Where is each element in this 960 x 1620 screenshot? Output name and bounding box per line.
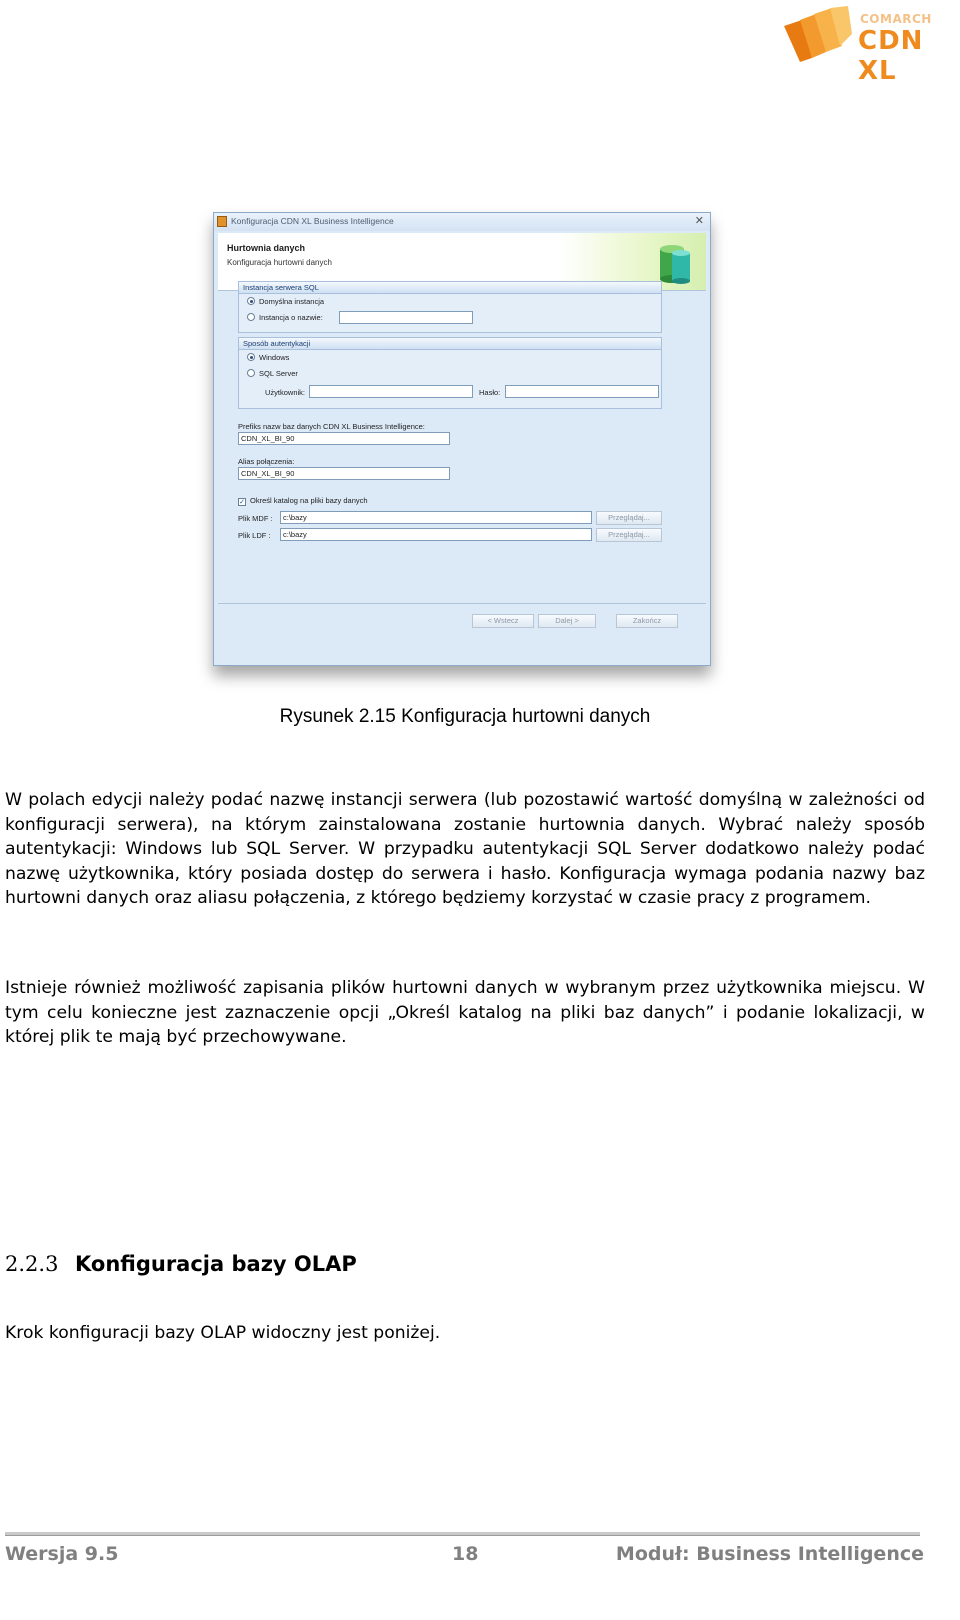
footer-page-number: 18 xyxy=(452,1543,479,1565)
password-label: Hasło: xyxy=(479,388,501,397)
close-icon[interactable]: ✕ xyxy=(694,215,704,227)
auth-group xyxy=(238,337,662,409)
app-icon xyxy=(217,216,227,227)
sql-auth-label: SQL Server xyxy=(259,369,298,378)
section-number: 2.2.3 xyxy=(5,1252,59,1276)
section-title: Konfiguracja bazy OLAP xyxy=(75,1252,357,1276)
password-input[interactable] xyxy=(505,385,659,398)
figure-caption: Rysunek 2.15 Konfiguracja hurtowni danych xyxy=(279,706,651,727)
paragraph-instance-config: W polach edycji należy podać nazwę instancji serwera (lub pozostawić wartość domyślną w zależności od konfiguracji serwera), na którym zainstalowana zostanie hurtownia danych. Wybrać należy sposób autentykacji: Windows lub SQL Server. W przypadku autentykacji SQL Server dodatkowo należy podać nazwę użytkownika, który posiada dostęp do serwera i hasło. Konfiguracja wymaga podania nazwy baz hurtowni danych oraz aliasu połączenia, z którego będziemy korzystać w czasie pracy z programem. xyxy=(5,790,925,908)
sql-instance-group xyxy=(238,281,662,333)
footer-rule xyxy=(5,1532,920,1536)
dialog-screenshot xyxy=(213,212,711,666)
windows-auth-label: Windows xyxy=(259,353,290,362)
ldf-browse-button[interactable]: Przeglądaj... xyxy=(596,528,662,542)
mdf-browse-button[interactable]: Przeglądaj... xyxy=(596,511,662,525)
logo-company-text: COMARCH xyxy=(860,12,932,26)
catalog-option[interactable] xyxy=(238,496,368,506)
back-button[interactable]: < Wstecz xyxy=(472,614,534,628)
prefix-input[interactable]: CDN_XL_BI_90 xyxy=(238,432,450,445)
paragraph-olap-step: Krok konfiguracji bazy OLAP widoczny jest poniżej. xyxy=(5,1323,441,1343)
sql-auth-radio[interactable] xyxy=(247,369,255,377)
sql-instance-group-title: Instancja serwera SQL xyxy=(239,282,661,294)
paragraph-file-location: Istnieje również możliwość zapisania plików hurtowni danych w wybranym przez użytkownika miejscu. W tym celu konieczne jest zaznaczenie opcji „Określ katalog na pliki baz danych” i podanie lokalizacji, w której plik te mają być przechowywane. xyxy=(5,978,925,1047)
user-input[interactable] xyxy=(309,385,473,398)
named-instance-option[interactable] xyxy=(247,313,323,322)
user-label: Użytkownik: xyxy=(265,388,306,397)
alias-label: Alias połączenia: xyxy=(238,457,295,466)
catalog-checkbox-label: Określ katalog na pliki bazy danych xyxy=(250,496,368,505)
named-instance-label: Instancja o nazwie: xyxy=(259,313,323,322)
auth-group-title: Sposób autentykacji xyxy=(239,338,661,350)
default-instance-option[interactable] xyxy=(247,297,324,306)
footer-module: Moduł: Business Intelligence xyxy=(615,1543,924,1565)
wizard-step-title: Hurtownia danych xyxy=(227,243,306,253)
logo-mark-icon xyxy=(782,6,852,64)
footer-divider xyxy=(218,603,706,604)
database-icon xyxy=(654,241,694,285)
comarch-cdn-xl-logo xyxy=(782,6,954,86)
alias-input[interactable]: CDN_XL_BI_90 xyxy=(238,467,450,480)
named-instance-input[interactable] xyxy=(339,311,473,324)
windows-auth-option[interactable] xyxy=(247,353,289,362)
ldf-label: Plik LDF : xyxy=(238,531,271,540)
default-instance-radio[interactable] xyxy=(247,297,255,305)
catalog-checkbox[interactable]: ✓ xyxy=(239,499,245,506)
window-titlebar xyxy=(214,213,710,231)
default-instance-label: Domyślna instancja xyxy=(259,297,325,306)
logo-product-text: CDN XL xyxy=(858,26,924,86)
named-instance-radio[interactable] xyxy=(247,313,255,321)
mdf-input[interactable]: c:\bazy xyxy=(280,511,592,524)
windows-auth-radio[interactable] xyxy=(247,353,255,361)
finish-button[interactable]: Zakończ xyxy=(616,614,678,628)
window-title: Konfiguracja CDN XL Business Intelligence xyxy=(231,216,394,226)
footer-version: Wersja 9.5 xyxy=(5,1543,119,1565)
mdf-label: Plik MDF : xyxy=(238,514,273,523)
prefix-label: Prefiks nazw baz danych CDN XL Business Intelligence: xyxy=(238,422,425,431)
wizard-step-subtitle: Konfiguracja hurtowni danych xyxy=(227,258,332,267)
sql-auth-option[interactable] xyxy=(247,369,298,378)
section-heading xyxy=(5,1252,357,1276)
next-button[interactable]: Dalej > xyxy=(538,614,596,628)
ldf-input[interactable]: c:\bazy xyxy=(280,528,592,541)
